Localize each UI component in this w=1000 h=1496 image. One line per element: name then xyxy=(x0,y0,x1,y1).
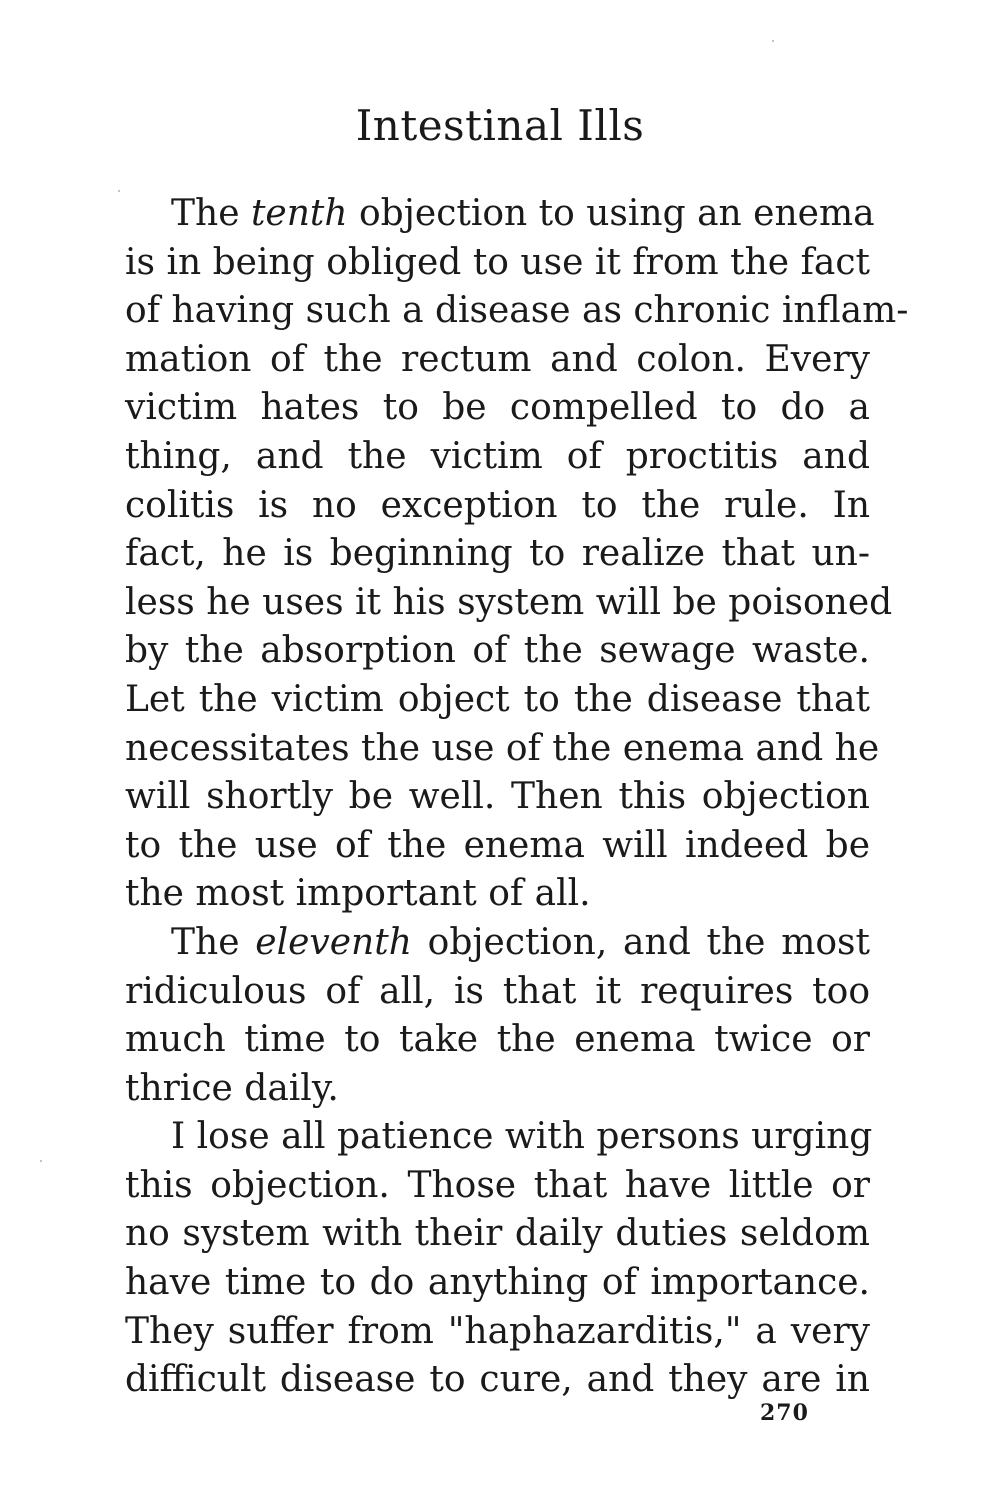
text-line: colitis is no exception to the rule. In xyxy=(125,484,870,526)
text-line: difficult disease to cure, and they are in xyxy=(125,1359,870,1401)
paragraph xyxy=(125,1113,873,1405)
text-line: mation of the rectum and colon. Every xyxy=(125,338,870,380)
paragraph xyxy=(125,919,870,1113)
text-line: much time to take the enema twice or xyxy=(125,1019,870,1061)
text-line: of having such a disease as chronic inflam- xyxy=(125,290,909,332)
text-line: thrice daily. xyxy=(125,1067,339,1109)
text-run: objection, and the most xyxy=(411,921,870,963)
text-line xyxy=(125,190,875,239)
text-line: this objection. Those that have little or xyxy=(125,1164,870,1206)
text-line: by the absorption of the sewage waste. xyxy=(125,630,870,672)
body-text xyxy=(125,190,909,1405)
text-line: will shortly be well. Then this objection xyxy=(125,776,870,818)
text-line: They suffer from "haphazarditis," a very xyxy=(125,1310,870,1352)
text-line: thing, and the victim of proctitis and xyxy=(125,435,870,477)
text-line: no system with their daily duties seldom xyxy=(125,1213,870,1255)
scan-speck xyxy=(118,190,120,192)
text-line: fact, he is beginning to realize that un- xyxy=(125,533,870,575)
text-line xyxy=(125,919,870,968)
text-line: is in being obliged to use it from the fact xyxy=(125,241,870,283)
text-line: Let the victim object to the disease that xyxy=(125,678,870,720)
text-line: ridiculous of all, is that it requires too xyxy=(125,970,870,1012)
text-line: the most important of all. xyxy=(125,873,591,915)
text-line: to the use of the enema will indeed be xyxy=(125,824,870,866)
text-line: necessitates the use of the enema and he xyxy=(125,727,880,769)
text-run: The xyxy=(171,193,251,234)
scan-speck xyxy=(40,1160,42,1162)
text-line: I lose all patience with persons urging xyxy=(171,1116,873,1158)
text-line: less he uses it his system will be poisoned xyxy=(125,581,893,623)
text-run: The xyxy=(171,921,256,963)
emphasis-word: eleventh xyxy=(255,921,412,963)
paragraph xyxy=(125,190,909,919)
text-run: objection to using an enema xyxy=(347,193,875,234)
scan-speck xyxy=(772,40,774,42)
text-line: victim hates to be compelled to do a xyxy=(125,387,870,429)
page-number: 270 xyxy=(760,1400,809,1426)
emphasis-word: tenth xyxy=(250,193,348,234)
text-line: have time to do anything of importance. xyxy=(125,1262,870,1304)
running-head-title: Intestinal Ills xyxy=(355,101,645,150)
